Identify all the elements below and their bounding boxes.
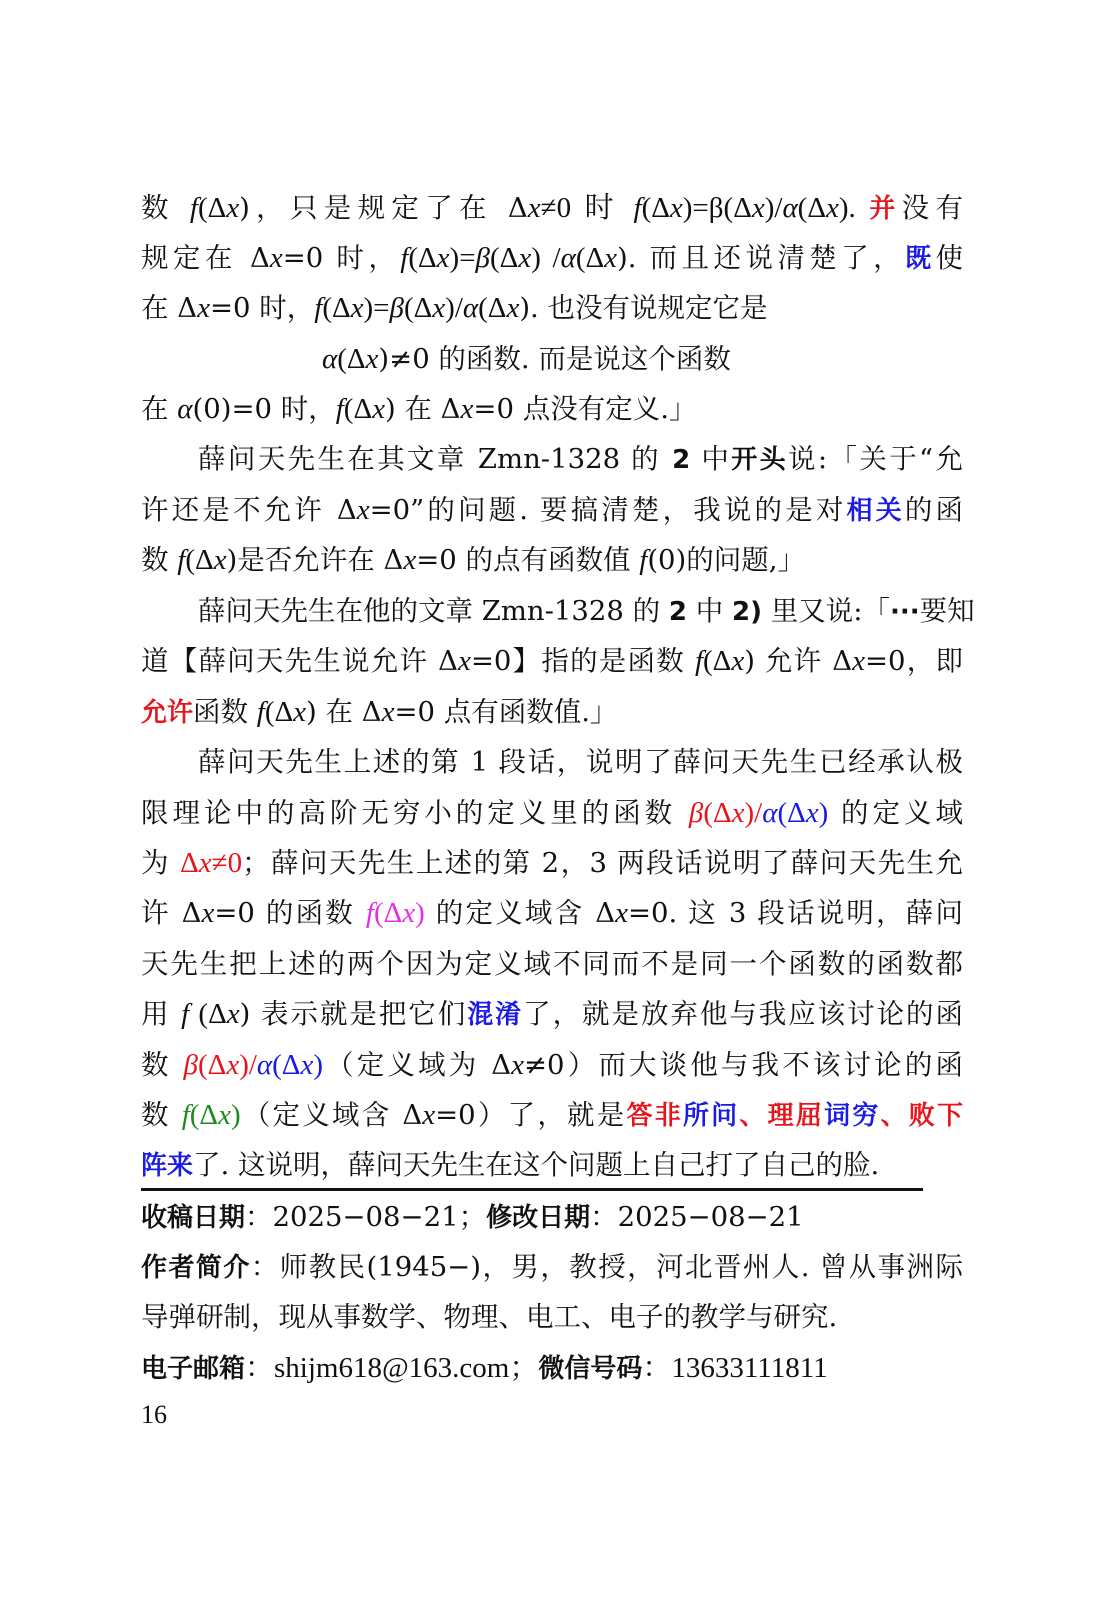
highlight-red: 败下 [908,1101,963,1131]
contact-line [141,1343,963,1394]
text-line: 数 β(Δx)/α(Δx)（定义域为 Δx≠0）而大谈他与我不该讨论的函 [141,1049,963,1081]
text-line: 规定在 Δx=0 时，f(Δx)=β(Δx) /α(Δx). 而且还说清楚了，既使 [141,242,964,274]
text-line: 许还是不允许 Δx=0”的问题. 要搞清楚，我说的是对相关的函 [141,494,963,526]
text-line: α(Δx)≠0 的函数. 而是说这个函数 [322,343,731,375]
text-line: 用 f (Δx) 表示就是把它们混淆了，就是放弃他与我应该讨论的函 [141,998,963,1030]
text-line: 薛问天先生在他的文章 Zmn-1328 的 2 中 2) 里又说:「···要知 [198,595,975,627]
text-line: 数 f(Δx)是否允许在 Δx=0 的点有函数值 f(0)的问题,」 [141,544,806,576]
text-line: 许 Δx=0 的函数 f(Δx) 的定义域含 Δx=0. 这 3 段话说明，薛问 [141,897,964,929]
author-line: 作者简介：师教民(1945−)，男，教授，河北晋州人. 曾从事洲际 [141,1251,963,1283]
highlight-blue: 既 [905,244,936,274]
highlight-red: 并 [869,194,902,224]
highlight-red: 理屈 [767,1101,825,1131]
highlight-blue: 所问 [682,1101,740,1131]
text-line: 道【薛问天先生说允许 Δx=0】指的是函数 f(Δx) 允许 Δx=0，即 [141,645,963,677]
text-line: 薛问天先生在其文章 Zmn-1328 的 2 中开头说:「关于“允 [198,443,963,475]
revised-label: 修改日期 [486,1203,591,1233]
highlight-blue: 词穷 [824,1101,881,1131]
email-value: ：shijm618@163.com； [245,1352,539,1384]
text-line: 薛问天先生上述的第 1 段话，说明了薛问天先生已经承认极 [198,746,963,778]
author-line-2: 导弹研制，现从事数学、物理、电工、电子的教学与研究. [141,1301,838,1333]
text-line: 数 f(Δx)（定义域含 Δx=0）了，就是答非所问、理屈词穷、败下 [141,1099,963,1131]
received-date-line: 收稿日期：2025−08−21；修改日期：2025−08−21 [141,1201,804,1233]
emphasis-bold: 开头 [731,445,788,475]
author-label: 作者简介 [141,1253,251,1283]
wechat-label: 微信号码 [538,1354,643,1384]
wechat-value: ：13633111811 [642,1352,828,1384]
text-line: 限理论中的高阶无穷小的定义里的函数 β(Δx)/α(Δx) 的定义域 [141,797,963,829]
text-line: 为 Δx≠0；薛问天先生上述的第 2，3 两段话说明了薛问天先生允 [141,847,963,879]
text-line: 数 f(Δx)，只是规定了在 Δx≠0 时 f(Δx)=β(Δx)/α(Δx). 并没有 [141,192,963,224]
text-line: 允许函数 f(Δx) 在 Δx=0 点有函数值.」 [141,696,618,728]
highlight-blue: 相关 [846,496,905,526]
email-label: 电子邮箱 [141,1354,246,1384]
page-number: 16 [141,1400,167,1429]
highlight-red: 答非 [626,1101,683,1131]
highlight-blue: 阵来 [141,1151,194,1181]
received-label: 收稿日期 [141,1203,246,1233]
text-line: 在 Δx=0 时，f(Δx)=β(Δx)/α(Δx). 也没有说规定它是 [141,292,768,324]
text-line: 天先生把上述的两个因为定义域不同而不是同一个函数的函数都 [141,948,963,980]
text-line: 阵来了. 这说明，薛问天先生在这个问题上自己打了自己的脸. [141,1149,880,1181]
highlight-blue: 混淆 [467,1000,524,1030]
footer-divider [141,1188,923,1191]
text-line: 在 α(0)=0 时，f(Δx) 在 Δx=0 点没有定义.」 [141,393,697,425]
highlight-red: 允许 [141,698,194,728]
